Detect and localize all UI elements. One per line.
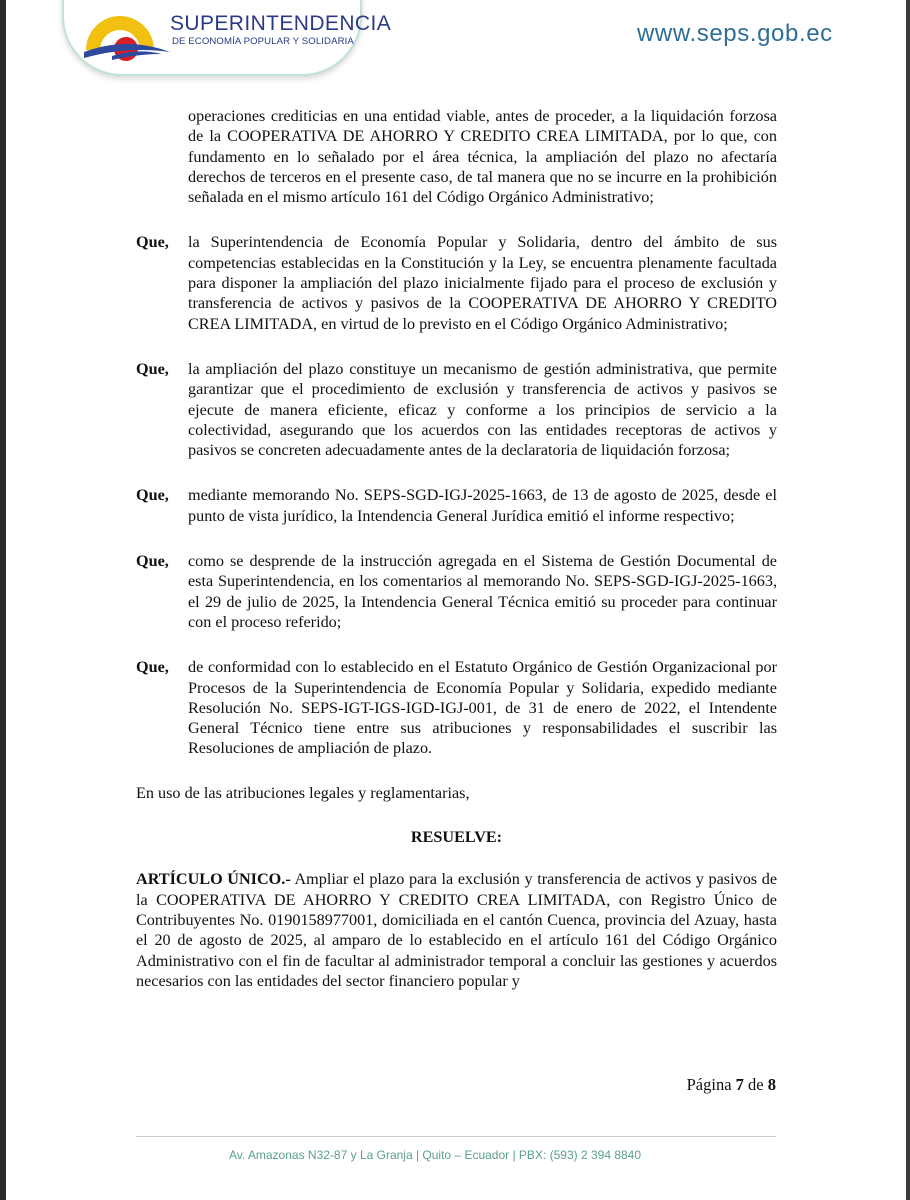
clause-1 [136, 232, 777, 333]
article-key: ARTÍCULO ÚNICO.- [136, 870, 291, 889]
intro-paragraph: operaciones crediticias en una entidad viable, antes de proceder, a la liquidación forzosa de la COOPERATIVA DE AHORRO Y CREDITO CREA LIMITADA, por lo que, con fundamento en lo señalado por el área técnica, la ampliación del plazo no afectaría derechos de terceros en el presente caso, de tal manera que no se incurre en la prohibición señalada en el mismo artículo 161 del Código Orgánico Administrativo; [188, 107, 777, 207]
clause-text: la ampliación del plazo constituye un mecanismo de gestión administrativa, que permite garantizar que el procedimiento de exclusión y transferencia de activos y pasivos se ejecute de manera eficiente, eficaz y conforme a los principios de servicio a la colectividad, asegurando que los acuerdos con las entidades receptoras de activos y pasivos se concreten adecuadamente antes de la declaratoria de liquidación forzosa; [188, 359, 777, 460]
page-total: 8 [767, 1075, 776, 1094]
uso-paragraph: En uso de las atribuciones legales y reglamentarias, [136, 783, 470, 802]
clause-5 [136, 657, 777, 758]
page-current: 7 [735, 1075, 744, 1094]
article-text: Ampliar el plazo para la exclusión y transferencia de activos y pasivos de la COOPERATIVA DE AHORRO Y CREDITO CREA LIMITADA, con Registro Único de Contribuyentes No. 0190158977001, domiciliada en el cantón Cuenca, provincia del Azuay, hasta el 20 de agosto de 2025, al amparo de lo establecido en el artículo 161 del Código Orgánico Administrativo con el fin de facultar al administrador temporal a concluir las gestiones y acuerdos necesarios con las entidades del sector financiero popular y [136, 870, 778, 990]
clause-key: Que, [136, 552, 169, 571]
brand-subtitle: DE ECONOMÍA POPULAR Y SOLIDARIA [172, 36, 354, 47]
clause-text: la Superintendencia de Economía Popular y Solidaria, dentro del ámbito de sus competencias establecidas en la Constitución y la Ley, se encuentra plenamente facultada para disponer la ampliación del plazo inicialmente fijado para el proceso de exclusión y transferencia de activos y pasivos de la COOPERATIVA DE AHORRO Y CREDITO CREA LIMITADA, en virtud de lo previsto en el Código Orgánico Administrativo; [188, 233, 777, 333]
article-paragraph [136, 869, 777, 991]
clause-text: mediante memorando No. SEPS-SGD-IGJ-2025-1663, de 13 de agosto de 2025, desde el punto de vista jurídico, la Intendencia General Jurídica emitió el informe respectivo; [188, 486, 777, 525]
footer-address: Av. Amazonas N32-87 y La Granja | Quito – Ecuador | PBX: (593) 2 394 8840 [228, 1148, 642, 1162]
clause-key: Que, [136, 359, 169, 378]
brand-name: SUPERINTENDENCIA [170, 12, 392, 35]
page-prefix: Página [686, 1075, 736, 1094]
left-page-edge [0, 0, 6, 1200]
clause-key: Que, [136, 658, 169, 677]
clause-2 [136, 359, 777, 460]
document-body [136, 106, 777, 991]
right-page-edge [906, 0, 910, 1200]
clause-4 [136, 551, 777, 632]
clause-text: de conformidad con lo establecido en el Estatuto Orgánico de Gestión Organizacional por Procesos de la Superintendencia de Economía Popular y Solidaria, expedido mediante Resolución No. SEPS-IGT-IGS-IGD-IGJ-001, de 31 de enero de 2022, el Intendente General Técnico tiene entre sus atribuciones y responsabilidades el suscribir las Resoluciones de ampliación de plazo. [188, 658, 777, 758]
website-link[interactable]: www.seps.gob.ec [637, 20, 833, 47]
resuelve-heading: RESUELVE: [410, 828, 503, 847]
clause-key: Que, [136, 233, 169, 252]
clause-key: Que, [136, 486, 169, 505]
page-number [0, 1075, 776, 1095]
page-middle: de [743, 1075, 768, 1094]
footer-divider [136, 1136, 776, 1137]
seps-sun-logo-icon [82, 6, 172, 66]
clause-text: como se desprende de la instrucción agregada en el Sistema de Gestión Documental de esta Superintendencia, en los comentarios al memorando No. SEPS-SGD-IGJ-2025-1663, el 29 de julio de 2025, la Intendencia General Técnica emitió su proceder para continuar con el proceso referido; [188, 552, 777, 631]
clause-3 [136, 485, 777, 526]
